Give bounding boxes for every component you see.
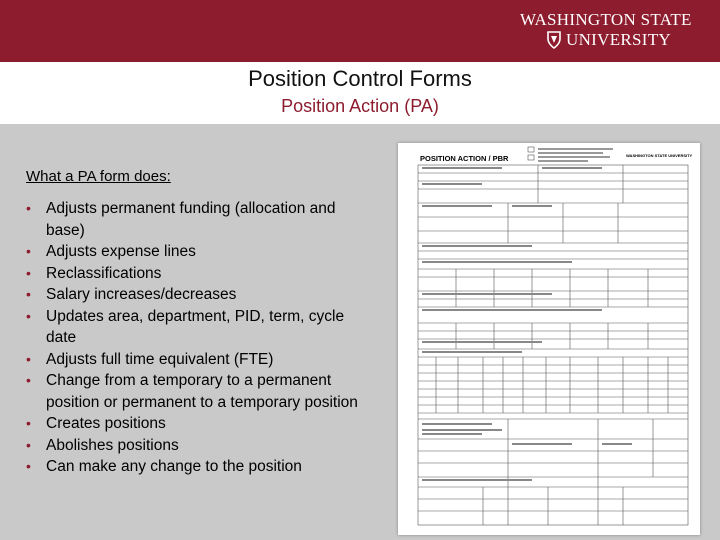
wsu-logo bbox=[520, 8, 690, 54]
list-item: • Creates positions bbox=[26, 413, 366, 435]
top-banner bbox=[0, 0, 720, 62]
bullet-icon: • bbox=[26, 350, 31, 367]
slide-header bbox=[0, 62, 720, 124]
logo-line-2: UNIVERSITY bbox=[566, 30, 671, 49]
lead-text: What a PA form does: bbox=[26, 168, 171, 185]
list-item: • Adjusts expense lines bbox=[26, 241, 366, 263]
pa-form-thumbnail bbox=[398, 143, 700, 535]
logo-line-1: WASHINGTON STATE bbox=[520, 10, 692, 29]
list-item: • Can make any change to the position bbox=[26, 456, 366, 478]
list-item: • Reclassifications bbox=[26, 263, 366, 285]
list-item: • Updates area, department, PID, term, cycle date bbox=[26, 307, 345, 346]
bullet-icon: • bbox=[26, 415, 31, 431]
form-org: WASHINGTON STATE UNIVERSITY bbox=[626, 153, 693, 158]
form-title: POSITION ACTION / PBR bbox=[420, 154, 509, 163]
page-title: Position Control Forms bbox=[248, 66, 472, 91]
bullet-icon: • bbox=[26, 200, 31, 216]
bullet-icon: • bbox=[26, 458, 31, 474]
list-item: • Adjusts permanent funding (allocation and base) bbox=[26, 200, 336, 239]
list-item: • Adjusts full time equivalent (FTE) bbox=[26, 349, 366, 371]
bullet-icon: • bbox=[26, 286, 31, 302]
bullet-icon: • bbox=[26, 436, 31, 453]
page-subtitle: Position Action (PA) bbox=[281, 96, 439, 116]
bullet-icon: • bbox=[26, 307, 31, 324]
cougar-head-icon bbox=[546, 30, 562, 50]
bullet-icon: • bbox=[26, 264, 31, 281]
form-grid-graphic bbox=[398, 143, 700, 535]
bullet-list bbox=[26, 198, 366, 478]
list-item: • Abolishes positions bbox=[26, 435, 366, 457]
bullet-icon: • bbox=[26, 372, 31, 388]
bullet-icon: • bbox=[26, 243, 31, 259]
list-item: • Salary increases/decreases bbox=[26, 284, 366, 306]
list-item: • Change from a temporary to a permanent position or permanent to a temporary position bbox=[26, 372, 358, 411]
